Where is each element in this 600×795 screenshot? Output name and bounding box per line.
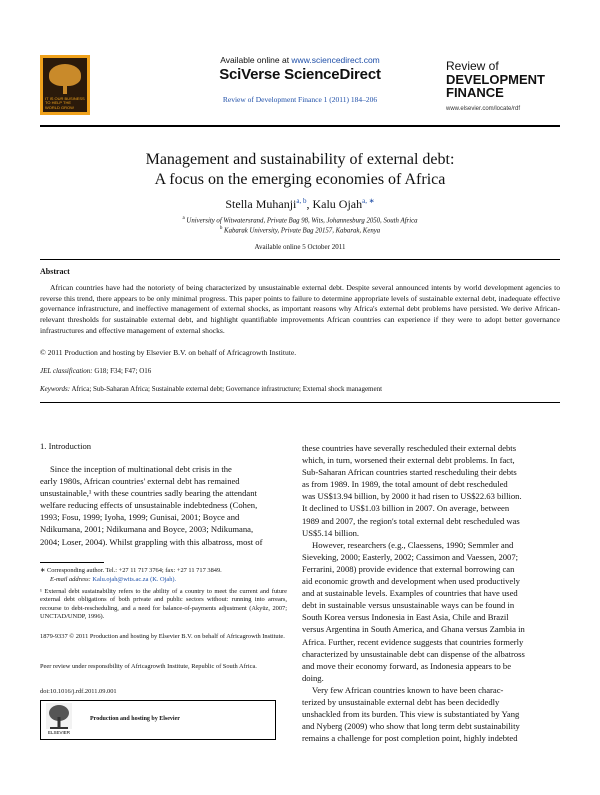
elsevier-tree-icon xyxy=(46,703,72,735)
jel-classification: JEL classification: G18; F34; F47; O16 xyxy=(40,367,152,375)
affiliation-b: $^b$ Kabarak University, Private Bag 20157, Kabarak, Kenya xyxy=(219,226,381,235)
peer-review-note: Peer review under responsibility of Africagrowth Institute, Republic of South Africa. xyxy=(40,663,257,670)
abstract-rule-top xyxy=(40,259,560,260)
author-name: Stella Muhanji xyxy=(225,197,297,211)
footnote-rule xyxy=(40,562,104,563)
elsevier-wordmark: ELSEVIER xyxy=(47,730,71,735)
production-hosting-label: Production and hosting by Elsevier xyxy=(90,716,180,722)
author-name: Kalu Ojah xyxy=(312,197,363,211)
available-online-date: Available online 5 October 2011 xyxy=(254,243,346,251)
corresponding-author-note: ∗ Corresponding author. Tel.: +27 11 717 3764; fax: +27 11 717 3849. xyxy=(40,567,222,574)
abstract-rule-bottom xyxy=(40,402,560,403)
body-right-column: these countries have severally rescheduled their external debts which, in turn, worsened their external debt problems. In fact, Sub-Saharan African countries started rescheduling their debts as from 1989. In 1989, the total amount of debt rescheduled was US$13.94 billion, by 2000 it had risen to US$22.63 billion. It declined to US$1.03 billion in 2007. On average, between 1989 and 2007, the region's total external debt rescheduled was US$5.14 billion. However, researchers (e.g., Claessens, 1990; Semmler and Sieveking, 2000; Easterly, 2002; Cassimon and Vaessen, 2007; Ferrarini, 2008) provide evidence that external borrowing can aid economic growth and development when used productively and at sustainable levels. Examples of countries that have used debt in sustainable versus unsustainable ways can be found in South Korea versus Indonesia in East Asia, Chile and Brazil versus Argentina in South America, and Ghana versus Zambia in Africa. Further, recent evidence suggests that countries formerly characterized by unsustainable debt can dispense of the albatross and move their economy forward, as Indonesia appears to be doing. Very few African countries known to have been charac- terized by unsustainable external debt has been decidedly unshackled from its burden. This view is substantiated by Yang and Nyberg (2009) who show that long term debt sustainability remains a challenge for post completion point, highly indebted xyxy=(302,443,525,744)
journal-logo: Review of DEVELOPMENT FINANCE www.elsevier.com/locate/rdf xyxy=(446,60,545,116)
header-rule xyxy=(40,125,560,127)
platform-name: SciVerse ScienceDirect xyxy=(219,66,381,83)
tree-icon xyxy=(49,64,81,86)
doi-link[interactable]: doi:10.1016/j.rdf.2011.09.001 xyxy=(40,688,117,695)
abstract-copyright: © 2011 Production and hosting by Elsevier B.V. on behalf of Africagrowth Institute. xyxy=(40,348,297,357)
sciencedirect-link[interactable]: www.sciencedirect.com xyxy=(291,55,380,65)
abstract-text: African countries have had the notoriety of being characterized by unsustainable external debt. Despite several announced intents by world development agencies to reverse this trend, there appears to be only minimal progress. This paper points to failure to determine appropriate levels of sustainable external debt, inadequate effective governance infrastructure, and ineffective management of external shocks, as important reasons why Africa's external debt problems have persisted. We derive African-relevant thresholds for sustainable external debt, and highlight quantifiable improvements African countries can experience if they were to adopt better governance infrastructures and effective management of external shocks. xyxy=(40,283,560,335)
abstract-heading: Abstract xyxy=(40,267,70,276)
body-left-column: Since the inception of multinational debt crisis in the early 1980s, African countries' external debt has remained unsustainable,¹ with these countries sadly bearing the attendant welfare reducing effects of unsustainable indebtedness (Cohen, 1993; Fosu, 1999; Iyoha, 1999; Gunisai, 2001; Boyce and Ndikumana, 2001; Ndikumana and Boyce, 2003; Ndikumana, 2004; Loser, 2004). Whilst grappling with this albatross, most of xyxy=(40,464,263,547)
affiliation-a: $^a$ University of Witwatersrand, Private Bag 98, Wits, Johannesburg 2050, South Africa xyxy=(182,216,418,225)
article-title: Management and sustainability of external debt: A focus on the emerging economies of Africa xyxy=(145,151,455,188)
keywords: Keywords: Africa; Sub-Saharan Africa; Sustainable external debt; Governance infrastructure; External shock management xyxy=(40,385,383,393)
author-list: Stella Muhanji$^{a, b}$, Kalu Ojah$^{a, ∗}$ xyxy=(225,197,375,211)
email-note: E-mail address: Kalu.ojah@wits.ac.za (K. Ojah). xyxy=(50,576,177,583)
email-link[interactable]: Kalu.ojah@wits.ac.za (K. Ojah). xyxy=(90,576,177,583)
issn-copyright: 1879-9337 © 2011 Production and hosting by Elsevier B.V. on behalf of Africagrowth Institute. xyxy=(40,633,285,640)
logo-text: IT IS OUR BUSINESS TO HELP THE WORLD GROW xyxy=(45,95,85,110)
journal-url[interactable]: www.elsevier.com/locate/rdf xyxy=(446,106,521,112)
available-online-line: Available online at www.sciencedirect.com xyxy=(220,55,380,65)
section-heading: 1. Introduction xyxy=(40,441,92,451)
header-center xyxy=(175,55,425,104)
journal-citation[interactable]: Review of Development Finance 1 (2011) 184–206 xyxy=(222,95,378,104)
publisher-logo xyxy=(40,55,90,115)
footnote-1: ¹ External debt sustainability refers to the ability of a country to meet the current and future external debt obligations of both private and public sectors without: running into arrears, recourse to debt-rescheduling, and a need for balance-of-payments adjustment (Akyüz, 2007; UNCTAD/UNDP, 1996). xyxy=(40,588,287,621)
